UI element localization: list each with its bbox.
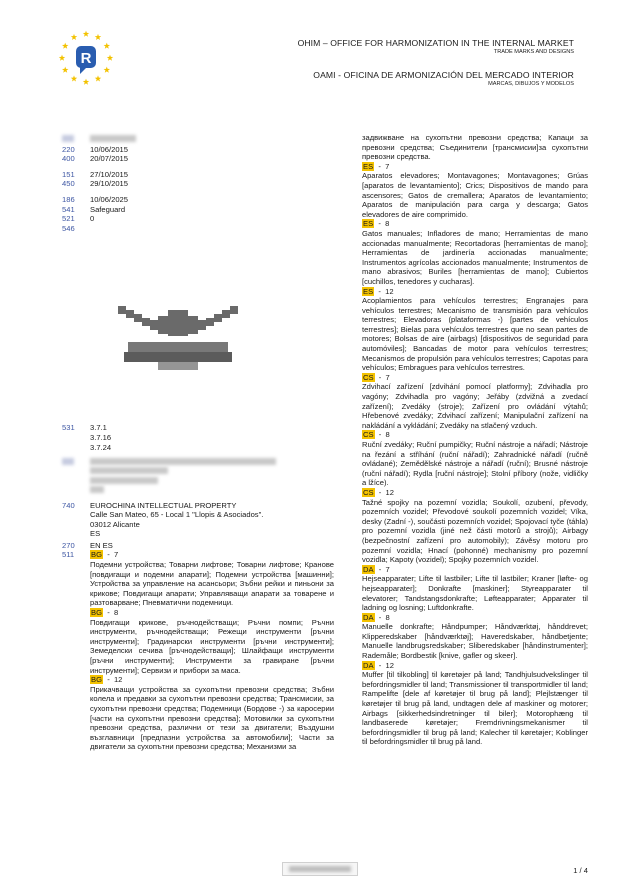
class-number: 7 (385, 161, 390, 171)
language-badge: BG (91, 608, 102, 618)
class-heading: ES - 7 (363, 161, 390, 171)
language-badge: CS (363, 487, 374, 497)
field-code: 511 (62, 550, 75, 560)
goods-text: Acoplamientos para vehículos terrestres; Engranajes para vehículos terrestres; Mecanismo de transmisión para vehículos terrestres; Elevadoras (plataformas -) [partes de vehículos terrestres]; Bielas para vehículos terrestres que no sean partes de motores; Bolsas de aire (airbags) [dispositivos de seguridad para automóviles]; Bancadas de motor para vehículos terrestres; Mecanismos de propulsión para vehículos terrestres; Capotas para vehículos; Embragues para vehículos terrestres. (362, 296, 588, 373)
star-icon (59, 55, 65, 61)
class-heading: DA - 12 (363, 660, 394, 670)
star-icon (95, 75, 101, 81)
goods-services (62, 550, 334, 751)
goods-text: Tažné spojky na pozemní vozidla; Soukolí, ozubení, převody, pozemních vozidel; Převodové soukolí pozemních vozidel; Víka, desky (Zadní -), součásti pozemních vozidel; Spojovací tyče (táhla) pro pozemní vozidla (jiné než části motorů a strojů); Airbagy (bezpečnostní zařízení pro automobily); Závěsy motoru pro pozemní vozidla; Hnací (pohonné) mechanismy pro pozemní vozidla; Kapoty (vozidel); Spojky pozemních vozidel. (362, 497, 588, 565)
vienna-value: 3.7.16 (90, 432, 112, 442)
class-number: 8 (385, 430, 390, 440)
ohim-logo (58, 30, 114, 86)
left-column (62, 133, 334, 752)
class-heading: DA - 8 (363, 612, 390, 622)
representative-address: Calle San Mateo, 65 - Local 1 "Llopis & Asociados". (90, 510, 264, 520)
star-icon (83, 31, 89, 37)
vienna-value: 3.7.24 (90, 442, 112, 452)
star-icon (104, 43, 110, 49)
class-heading: BG - 7 (91, 550, 119, 560)
header-title-es: OAMI - OFICINA DE ARMONIZACIÓN DEL MERCADO INTERIOR (313, 70, 574, 80)
field-code: 400 (62, 154, 75, 164)
field-code: 270 (62, 540, 75, 550)
representative-city: 03012 Alicante (90, 519, 140, 529)
field-row (62, 179, 334, 189)
representative-name: EUROCHINA INTELLECTUAL PROPERTY (90, 500, 237, 510)
goods-continuation: задвижване на сухопътни превозни средства; Капаци за превозни средства; Съединители [трансмисии]за сухопътни превозни средства. (362, 133, 588, 162)
goods-text: Aparatos elevadores; Montavagones; Montavagones; Grúas [aparatos de levantamiento]; Crics; Dispositivos de mando para ascensores; Gatos de cremallera; Aparatos de levantamiento; Aparatos de manipulación para carga y descarga; Gatos elevadores de aire comprimido. (362, 171, 588, 219)
field-value: Safeguard (90, 204, 126, 214)
trademark-image (118, 302, 238, 372)
field-value: 10/06/2015 (90, 144, 129, 154)
vienna-value: 3.7.1 (90, 423, 107, 433)
language-badge: ES (363, 286, 374, 296)
page-number: 1 / 4 (573, 866, 588, 875)
class-heading: CS - 12 (363, 487, 394, 497)
star-icon (62, 67, 68, 73)
field-value: 20/07/2015 (90, 154, 129, 164)
goods-text: Manuelle donkrafte; Håndpumper; Håndværktøj, hånddrevet; Klipperedskaber [håndværktøj]; Haveredskaber, håndbetjente; Manuelle landbrugsredskaber; Sliberedskaber [håndinstrumenter]; Rademåle; Bordbestik [knive, gafler og skeer]. (362, 622, 588, 661)
class-number: 7 (113, 550, 119, 560)
field-code: 186 (62, 194, 75, 204)
field-row (62, 145, 334, 155)
star-icon (104, 67, 110, 73)
class-heading: DA - 7 (363, 564, 390, 574)
class-heading: BG - 12 (91, 675, 123, 685)
field-row (62, 195, 334, 205)
class-number: 12 (385, 487, 394, 497)
star-icon (107, 55, 113, 61)
star-icon (83, 79, 89, 85)
document-reference (282, 862, 358, 876)
field-value (90, 224, 334, 234)
goods-text: Zdvihací zařízení [zdvihání pomocí platformy]; Zdvihadla pro vagóny; Zdvihadla pro vagóny; Jeřáby (zdvižná a zvedací zařízení); Zvedáky (stroje); Zařízení pro ovládání výtahů; Hřebenové zvedáky; Zdvihací zařízení; Manipulační zařízení na nakládání a vykládání; Zvedáky na stlačený vzduch. (362, 382, 588, 430)
class-heading: CS - 7 (363, 372, 390, 382)
class-heading: CS - 8 (363, 430, 390, 440)
right-column (362, 133, 588, 747)
class-heading: ES - 8 (363, 219, 390, 229)
class-number: 8 (113, 608, 119, 618)
class-number: 7 (385, 372, 390, 382)
language-badge: ES (363, 161, 374, 171)
star-icon (71, 75, 77, 81)
goods-text: Hejseapparater; Lifte til lastbiler; Lifte til lastbiler; Kraner [løfte- og hejseapparater]; Donkrafte [maskiner]; Styreapparater til elevatorer; Tandstangsdonkrafte; Løfteapparater; Apparater til ladning og losning; Luftdonkrafte. (362, 574, 588, 613)
field-value: 0 (90, 214, 95, 224)
field-row (62, 224, 334, 234)
goods-text: Gatos manuales; Infladores de mano; Herramientas de mano accionadas manualmente; Recortadoras [herramientas de mano]; Herramientas de jardinería accionadas manualmente; Instrumentos agrícolas accionados manualmente; Instrumentos de mano abrasivos; Buriles [herramientas de mano]; Cubiertos [cuchillos, tenedores y cucharas]. (362, 228, 588, 286)
field-value: 27/10/2015 (90, 169, 129, 179)
class-heading: ES - 12 (363, 286, 394, 296)
language-badge: BG (91, 675, 102, 685)
class-number: 8 (385, 612, 390, 622)
field-code: 541 (62, 204, 75, 214)
star-icon (62, 43, 68, 49)
header-ohim (298, 38, 574, 55)
class-number: 7 (385, 564, 390, 574)
language-badge: CS (363, 430, 374, 440)
logo-letter: R (80, 50, 92, 67)
star-icon (95, 34, 101, 40)
fields-top (62, 145, 334, 234)
language-badge: DA (363, 612, 374, 622)
class-number: 12 (385, 660, 394, 670)
language-badge: DA (363, 564, 374, 574)
field-value: 29/10/2015 (90, 179, 129, 189)
header-subtitle-en: TRADE MARKS AND DESIGNS (493, 49, 574, 55)
class-heading: BG - 8 (91, 608, 119, 618)
field-code: 151 (62, 169, 75, 179)
field-row (62, 214, 334, 224)
header-oami (313, 70, 574, 87)
vienna-classification (62, 423, 334, 452)
redacted-applicant (62, 456, 334, 494)
redacted-row (62, 133, 334, 143)
goods-text: Повдигащи крикове, ръчнодействащи; Ръчни помпи; Ръчни инструменти, ръчнодействащи; Режещи инструменти [ръчни инструменти]; Градинарски инструменти [ръчни инструменти]; Земеделски сечива [ръчнодействащи]; Шлайфащи инструменти [ръчни инструменти]; Инструменти за гравиране [ръчни инструменти]; Сервизи и прибори за маса. (90, 617, 334, 675)
goods-left (90, 550, 334, 751)
class-number: 12 (113, 675, 123, 685)
goods-text: Muffer [til tilkobling] til køretøjer på land; Tandhjulsudvekslinger til befordringsmidler til land; Transmissioner til transportmidler til land; Rampelifte [dele af køretøjer til brug på land]; Plejlstænger til køretøjer til brug på land, undtagen dele af maskiner og motorer; Airbags [sikkerhedsindretninger til biler]; Motorophæng til landbaserede køretøjer; Fremdrivningsmekanismer til befordringsmidler til brug på land; Kalecher til køretøjer; Koblinger til befordringsmidler til brug på land. (362, 670, 588, 747)
header-title-en: OHIM – OFFICE FOR HARMONIZATION IN THE INTERNAL MARKET (297, 38, 574, 48)
field-row (62, 170, 334, 180)
field-code: 521 (62, 214, 75, 224)
field-code: 546 (62, 223, 75, 233)
languages-value: EN ES (90, 540, 113, 550)
goods-right (362, 162, 588, 747)
representative (62, 501, 334, 539)
language-badge: ES (363, 219, 374, 229)
field-value: 10/06/2025 (90, 194, 129, 204)
field-code: 740 (62, 500, 75, 510)
field-code: 220 (62, 144, 75, 154)
class-number: 12 (385, 286, 394, 296)
language-badge: BG (91, 550, 102, 560)
languages (62, 541, 334, 551)
goods-text: Прикачващи устройства за сухопътни превозни средства; Зъбни колела и предавки за сухопътни превозни средства; Трансмисии, за сухопътни превозни средства; Подемници (Бордове -) за каросерии [части на сухопътни превозни средства]; Мотовилки за сухопътни превозни средства, различни от тези за двигатели; Въздушни възглавници [предпазни устройства за автомобили]; Части за двигатели за сухопътни превозни средства; Механизми за (90, 684, 334, 752)
star-icon (71, 34, 77, 40)
field-code: 450 (62, 179, 75, 189)
goods-text: Подемни устройства; Товарни лифтове; Товарни лифтове; Кранове [повдигащи и подемни апарати]; Подемни устройства [машинни]; Устройства за управление на асансьори; Зъбни рейки и пиньони за крикове; Повдигащи апарати; Управляващи апарати за товарене и разтоварване; Пневматични подемници. (90, 560, 334, 608)
header-subtitle-es: MARCAS, DIBUJOS Y MODELOS (488, 81, 574, 87)
goods-text: Ruční zvedáky; Ruční pumpičky; Ruční nástroje a nářadí; Nástroje na řezání a stříhání (ruční nářadí); Zahradnické nářadí (ručně ovládané); Zemědělské nástroje a nářadí (ruční); Brusné nástroje (ruční nářadí); Rydla [ruční nástroje]; Stolní příbory (nože, vidličky a lžíce). (362, 440, 588, 488)
language-badge: CS (363, 372, 374, 382)
field-row (62, 205, 334, 215)
language-badge: DA (363, 660, 374, 670)
representative-country: ES (90, 529, 101, 539)
field-row (62, 154, 334, 164)
field-code: 531 (62, 423, 75, 433)
class-number: 8 (385, 219, 390, 229)
